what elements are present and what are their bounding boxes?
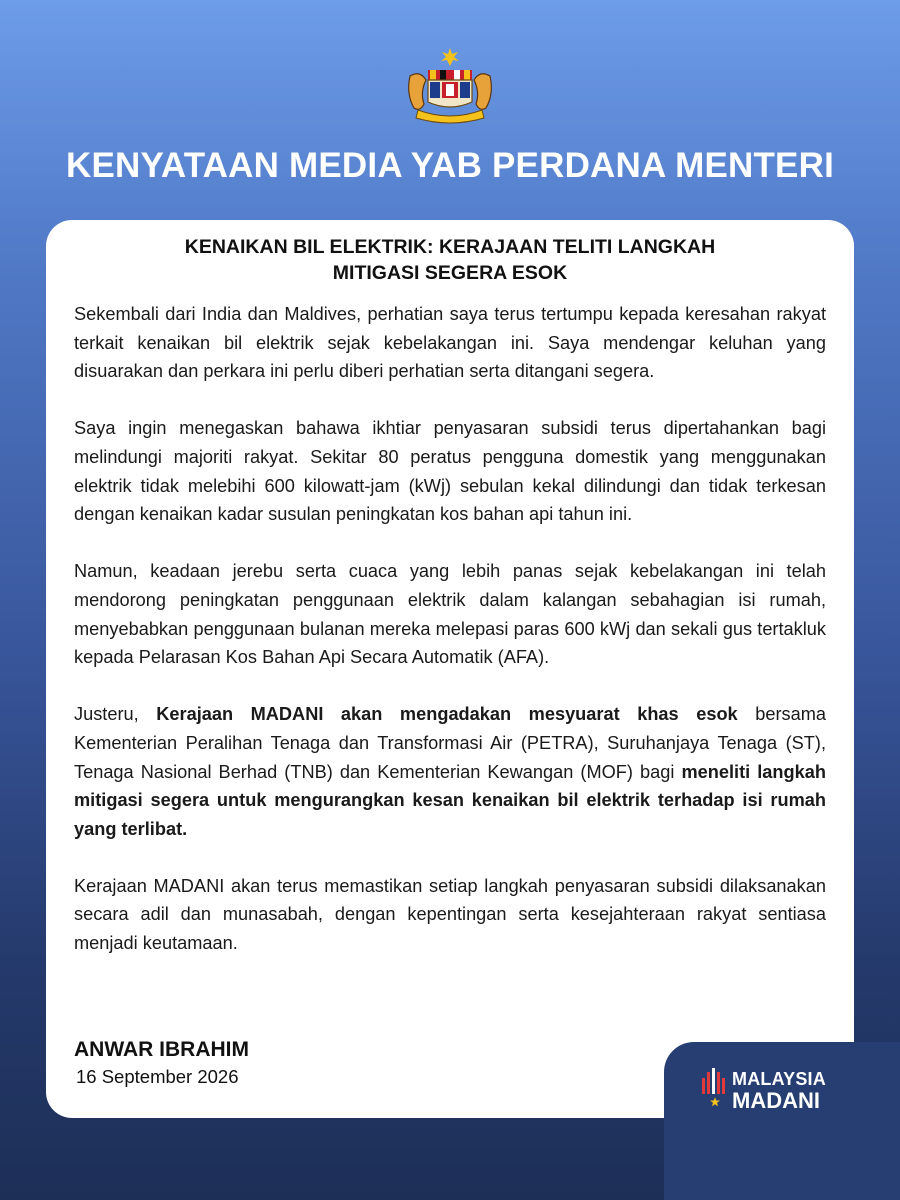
signatory-name: ANWAR IBRAHIM [74, 1038, 249, 1061]
malaysia-madani-logo [700, 1064, 850, 1114]
paragraph-4 [74, 700, 826, 843]
paragraph-1: Sekembali dari India dan Maldives, perhatian saya terus tertumpu kepada keresahan rakyat terkait kenaikan bil elektrik sejak kebelakangan ini. Saya mendengar keluhan yang disuarakan dan perkara ini perlu diberi perhatian serta ditangani segera. [74, 304, 826, 382]
statement-title-line1: KENAIKAN BIL ELEKTRIK: KERAJAAN TELITI LANGKAH [184, 236, 716, 258]
statement-body [74, 300, 826, 986]
paragraph-5: Kerajaan MADANI akan terus memastikan setiap langkah penyasaran subsidi dilaksanakan secara adil dan munasabah, dengan kepentingan serta kesejahteraan rakyat sentiasa menjadi keutamaan. [74, 875, 826, 954]
statement-title [46, 234, 854, 286]
malaysia-madani-logo-icon [700, 1064, 730, 1114]
statement-title-line2: MITIGASI SEGERA ESOK [332, 262, 568, 284]
statement-card [46, 220, 854, 1118]
malaysia-coat-of-arms-icon [404, 46, 496, 126]
statement-date: 16 September 2026 [76, 1066, 239, 1087]
media-statement-heading: KENYATAAN MEDIA YAB PERDANA MENTERI [65, 146, 834, 185]
paragraph-2: Saya ingin menegaskan bahawa ikhtiar penyasaran subsidi terus dipertahankan bagi melindungi majoriti rakyat. Sekitar 80 peratus pengguna domestik yang menggunakan elektrik tidak melebihi 600 kilowatt-jam (kWj) sebulan kekal dilindungi dan tidak terkesan dengan kenaikan kadar susulan peningkatan kos bahan api tahun ini. [74, 418, 826, 525]
paragraph-3: Namun, keadaan jerebu serta cuaca yang lebih panas sejak kebelakangan ini telah mendorong peningkatan penggunaan elektrik dalam kalangan sebahagian isi rumah, menyebabkan penggunaan bulanan mereka melepasi paras 600 kWj dan sekali gus tertakluk kepada Pelarasan Kos Bahan Api Secara Automatik (AFA). [74, 561, 826, 668]
madani-logo-line2: MADANI [732, 1088, 820, 1113]
paragraph-4-intro: Justeru, [74, 704, 157, 725]
coat-of-arms [404, 46, 496, 126]
paragraph-4-emphasis-meeting: Kerajaan MADANI akan mengadakan mesyuarat khas esok [156, 704, 738, 725]
paragraph-4-emphasis-mitigation: meneliti langkah mitigasi segera untuk mengurangkan kesan kenaikan bil elektrik terhadap isi rumah yang terlibat. [74, 761, 826, 839]
madani-logo-line1: MALAYSIA [732, 1069, 826, 1089]
madani-logo-text [732, 1068, 826, 1112]
paragraph-4-middle: bersama Kementerian Peralihan Tenaga dan Transformasi Air (PETRA), Suruhanjaya Tenaga (ST), Tenaga Nasional Berhad (TNB) dan Kementerian Kewangan (MOF) bagi [74, 704, 826, 782]
